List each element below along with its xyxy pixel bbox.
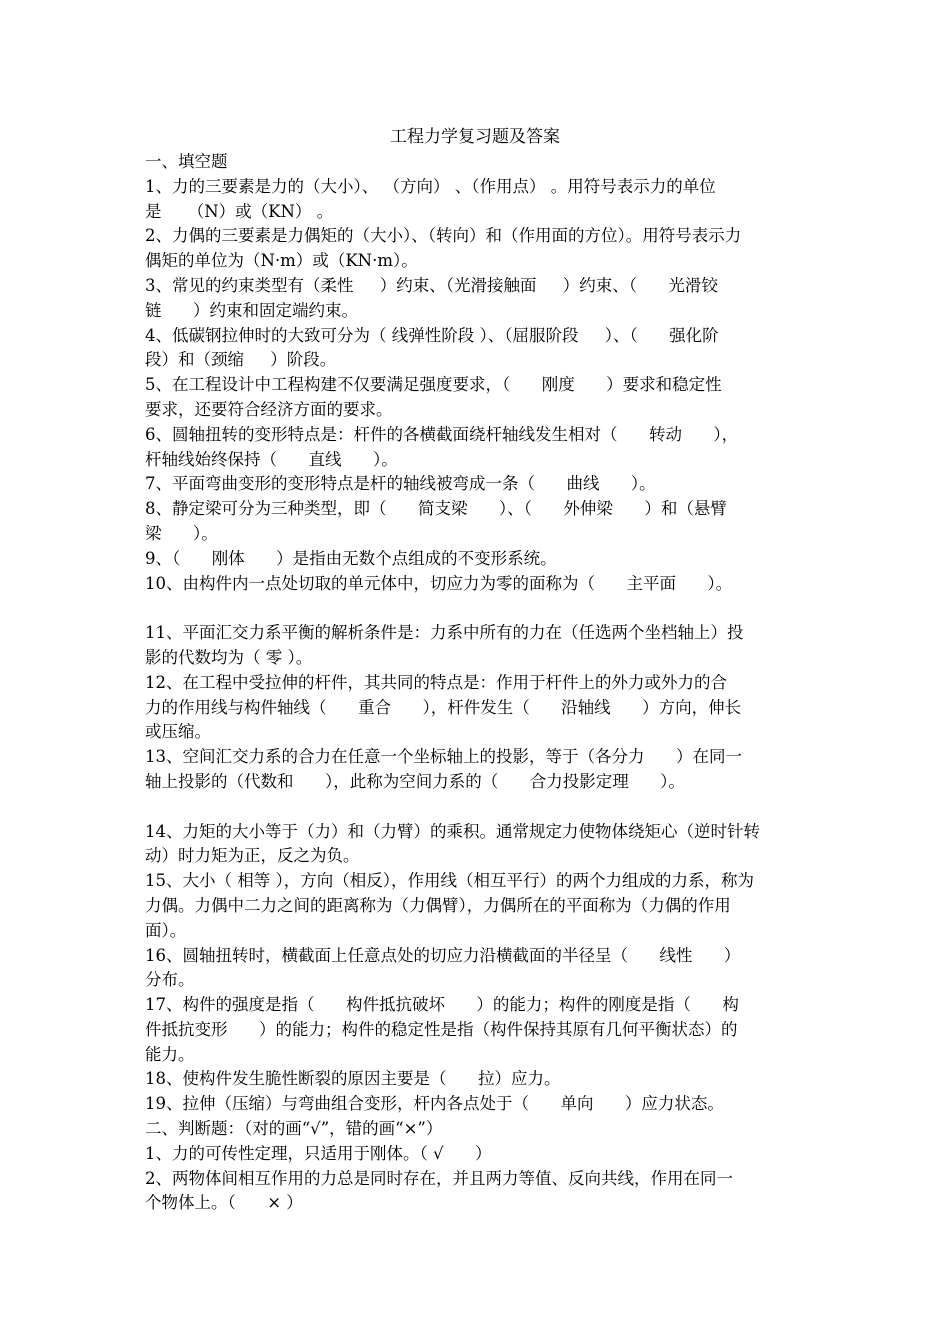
text-line: 15、大小（ 相等 ），方向（相反），作用线（相互平行）的两个力组成的力系，称为 bbox=[145, 871, 754, 891]
text-line: 1、力的可传性定理，只适用于刚体。（ √ ） bbox=[145, 1143, 492, 1163]
text-line: 11、平面汇交力系平衡的解析条件是：力系中所有的力在（任选两个坐档轴上）投 bbox=[145, 623, 744, 643]
text-line: 或压缩。 bbox=[145, 722, 211, 742]
text-line: 13、空间汇交力系的合力在任意一个坐标轴上的投影，等于（各分力 ）在同一 bbox=[145, 747, 742, 767]
text-line: 影的代数均为（ 零 ）。 bbox=[145, 647, 313, 667]
text-line: 要求，还要符合经济方面的要求。 bbox=[145, 399, 393, 419]
text-line: 19、拉伸（压缩）与弯曲组合变形，杆内各点处于（ 单向 ）应力状态。 bbox=[145, 1094, 724, 1114]
text-line: 17、构件的强度是指（ 构件抵抗破坏 ）的能力；构件的刚度是指（ 构 bbox=[145, 995, 739, 1015]
text-line: 一、填空题 bbox=[145, 152, 228, 171]
text-line: 力的作用线与构件轴线（ 重合 ），杆件发生（ 沿轴线 ）方向，伸长 bbox=[145, 697, 742, 717]
text-line: 14、力矩的大小等于（力）和（力臂）的乘积。通常规定力使物体绕矩心（逆时针转 bbox=[145, 821, 760, 841]
text-line: 9、（ 刚体 ）是指由无数个点组成的不变形系统。 bbox=[145, 548, 557, 568]
text-line: 6、圆轴扭转的变形特点是：杆件的各横截面绕杆轴线发生相对（ 转动 ）， bbox=[145, 424, 739, 444]
document-body bbox=[145, 150, 815, 1216]
section-fill-blank bbox=[145, 150, 815, 1117]
blank-line bbox=[145, 596, 815, 621]
text-line: 16、圆轴扭转时，横截面上任意点处的切应力沿横截面的半径呈（ 线性 ） bbox=[145, 945, 741, 965]
text-line: 段）和（颈缩 ）阶段。 bbox=[145, 350, 337, 370]
text-line: 轴上投影的（代数和 ），此称为空间力系的（ 合力投影定理 ）。 bbox=[145, 771, 685, 791]
text-line: 梁 ）。 bbox=[145, 523, 218, 543]
section-true-false bbox=[145, 1117, 815, 1216]
text-line: 能力。 bbox=[145, 1044, 195, 1064]
text-line: 3、常见的约束类型有（柔性 ）约束、（光滑接触面 ）约束、（ 光滑铰 bbox=[145, 275, 718, 295]
text-line: 杆轴线始终保持（ 直线 ）。 bbox=[145, 449, 398, 469]
text-line: 分布。 bbox=[145, 970, 195, 990]
text-line: 5、在工程设计中工程构建不仅要满足强度要求，（ 刚度 ）要求和稳定性 bbox=[145, 375, 722, 395]
text-line: 2、力偶的三要素是力偶矩的（大小）、（转向）和（作用面的方位）。用符号表示力 bbox=[145, 226, 742, 246]
text-line: 面）。 bbox=[145, 920, 187, 940]
text-line: 力偶。力偶中二力之间的距离称为（力偶臂），力偶所在的平面称为（力偶的作用 bbox=[145, 895, 731, 915]
document-title: 工程力学复习题及答案 bbox=[390, 127, 560, 147]
text-line: 链 ）约束和固定端约束。 bbox=[145, 300, 358, 320]
blank-line bbox=[145, 795, 815, 820]
text-line: 是 （N）或（KN） 。 bbox=[145, 201, 334, 221]
text-line: 12、在工程中受拉伸的杆件，其共同的特点是：作用于杆件上的外力或外力的合 bbox=[145, 672, 727, 692]
text-line: 4、低碳钢拉伸时的大致可分为（ 线弹性阶段 ）、（屈服阶段 ）、（ 强化阶 bbox=[145, 325, 719, 345]
text-line: 1、力的三要素是力的（大小）、 （方向） 、（作用点） 。用符号表示力的单位 bbox=[145, 176, 716, 196]
text-line: 动）时力矩为正，反之为负。 bbox=[145, 846, 360, 866]
text-line: 偶矩的单位为（N·m）或（KN·m）。 bbox=[145, 251, 418, 271]
text-line: 件抵抗变形 ）的能力；构件的稳定性是指（构件保持其原有几何平衡状态）的 bbox=[145, 1019, 738, 1039]
text-line: 2、两物体间相互作用的力总是同时存在，并且两力等值、反向共线，作用在同一 bbox=[145, 1168, 733, 1188]
text-line: 7、平面弯曲变形的变形特点是杆的轴线被弯成一条（ 曲线 ）。 bbox=[145, 474, 656, 494]
text-line: 8、静定梁可分为三种类型，即（ 简支梁 ）、（ 外伸梁 ）和（悬臂 bbox=[145, 499, 727, 519]
text-line: 个物体上。（ × ） bbox=[145, 1193, 303, 1213]
text-line: 10、由构件内一点处切取的单元体中，切应力为零的面称为（ 主平面 ）。 bbox=[145, 573, 733, 593]
text-line: 18、使构件发生脆性断裂的原因主要是（ 拉）应力。 bbox=[145, 1069, 561, 1089]
text-line: 二、判断题：（对的画“√”，错的画“×”） bbox=[145, 1119, 443, 1139]
